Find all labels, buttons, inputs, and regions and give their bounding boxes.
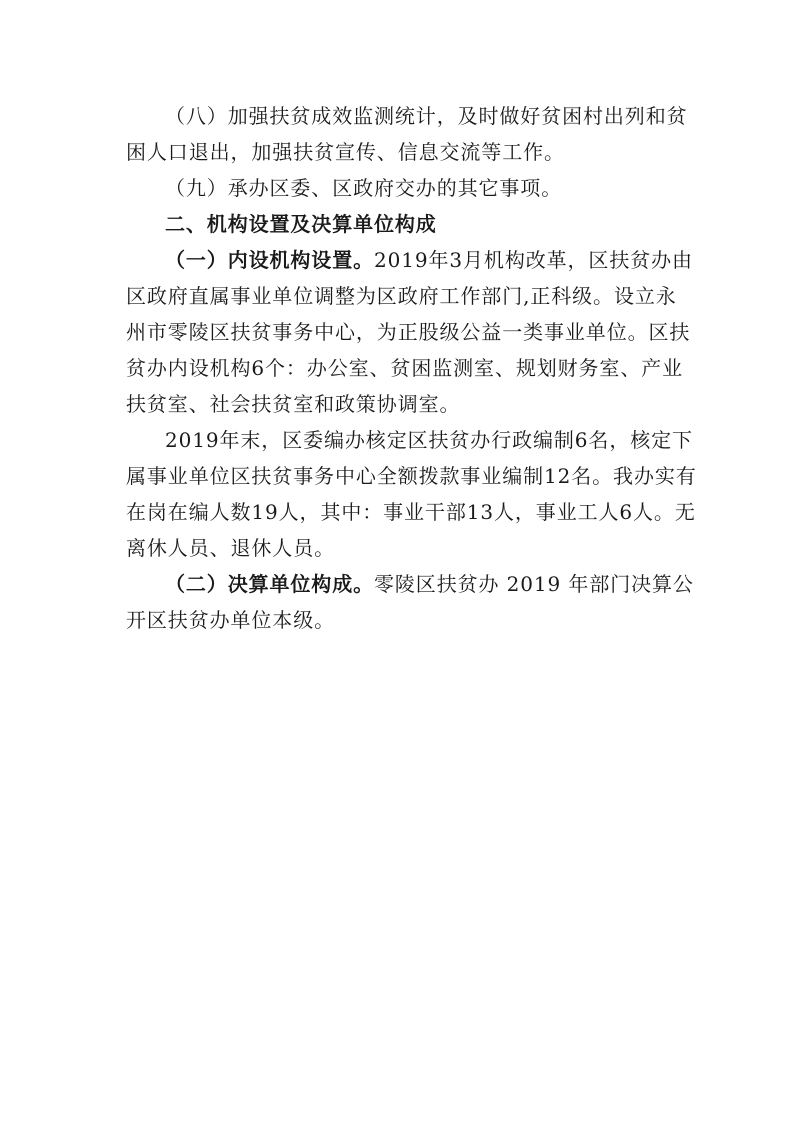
sub-1-line-4: 贫办内设机构6个：办公室、贫困监测室、规划财务室、产业 <box>126 356 684 380</box>
staff-line-1: 2019年末，区委编办核定区扶贫办行政编制6名，核定下 <box>165 428 693 452</box>
sub-1-line-2: 区政府直属事业单位调整为区政府工作部门,正科级。设立永 <box>126 284 677 308</box>
sub-2-title: （二）决算单位构成。 <box>165 572 374 596</box>
document-body <box>126 98 696 638</box>
item-9: （九）承办区委、区政府交办的其它事项。 <box>165 176 563 200</box>
staff-line-2: 属事业单位区扶贫事务中心全额拨款事业编制12名。我办实有 <box>126 464 697 488</box>
staff-line-4: 离休人员、退休人员。 <box>126 536 335 560</box>
sub-1-line-3: 州市零陵区扶贫事务中心，为正股级公益一类事业单位。区扶 <box>126 320 691 344</box>
sub-1-line-5: 扶贫室、社会扶贫室和政策协调室。 <box>126 392 461 416</box>
sub-1-line-1-text: 2019年3月机构改革，区扶贫办由 <box>374 248 693 272</box>
item-8-line-1: （八）加强扶贫成效监测统计，及时做好贫困村出列和贫 <box>165 104 688 128</box>
staff-line-3: 在岗在编人数19人，其中：事业干部13人，事业工人6人。无 <box>126 500 696 524</box>
item-8-line-2: 困人口退出，加强扶贫宣传、信息交流等工作。 <box>126 140 565 164</box>
sub-2-line-1-text: 零陵区扶贫办 2019 年部门决算公 <box>374 572 694 596</box>
sub-1-line-1 <box>126 242 696 278</box>
sub-2-line-2: 开区扶贫办单位本级。 <box>126 608 335 632</box>
sub-2-line-1 <box>126 566 696 602</box>
sub-1-title: （一）内设机构设置。 <box>165 248 374 272</box>
section-2-title: 二、机构设置及决算单位构成 <box>165 212 437 236</box>
